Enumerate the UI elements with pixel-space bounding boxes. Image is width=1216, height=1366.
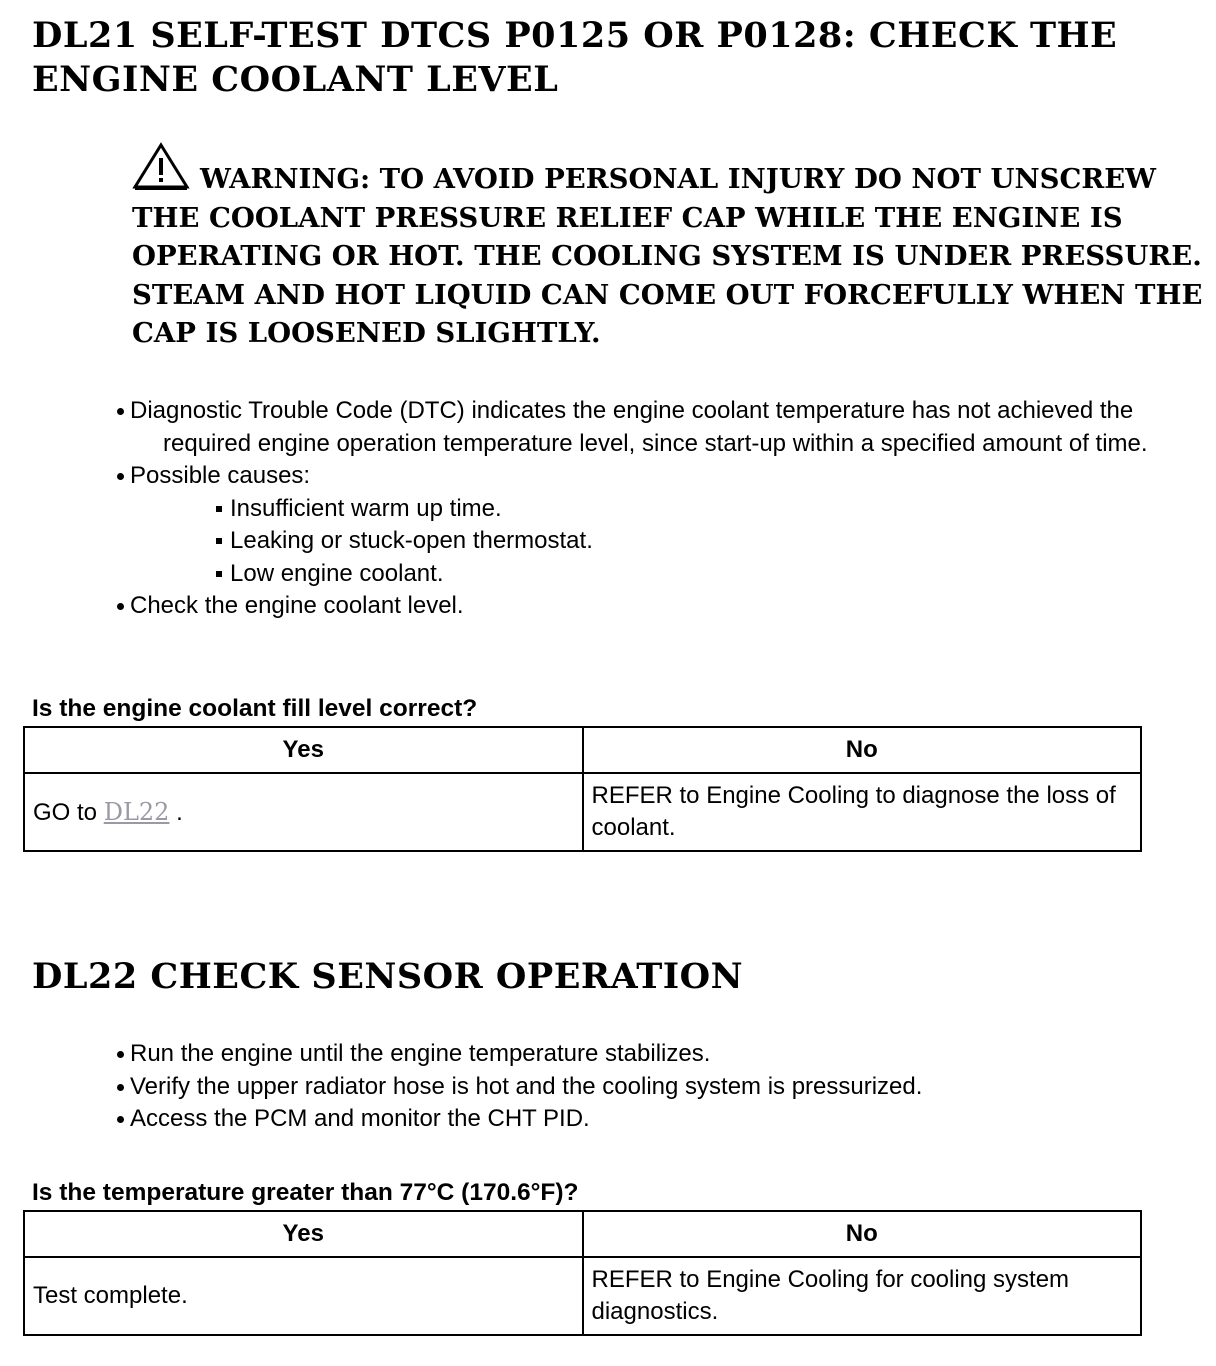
warning-block bbox=[132, 142, 1207, 353]
no-header: No bbox=[583, 1211, 1142, 1257]
no-cell: REFER to Engine Cooling for cooling system diagnostics. bbox=[583, 1257, 1142, 1335]
cause-item: Insufficient warm up time. bbox=[114, 493, 1184, 526]
list-item: Verify the upper radiator hose is hot and the cooling system is pressurized. bbox=[114, 1071, 1184, 1104]
warning-triangle-icon bbox=[132, 142, 190, 190]
cause-item: Low engine coolant. bbox=[114, 558, 1184, 591]
section-title-dl21: DL21 SELF-TEST DTCS P0125 OR P0128: CHECK THE ENGINE COOLANT LEVEL bbox=[32, 15, 1118, 100]
warning-text: WARNING: TO AVOID PERSONAL INJURY DO NOT UNSCREW THE COOLANT PRESSURE RELIEF CAP WHILE THE ENGINE IS OPERATING OR HOT. THE COOLING SYSTEM IS UNDER PRESSURE. STEAM AND HOT LIQUID CAN COME OUT FORCEFULLY WHEN THE CAP IS LOOSENED SLIGHTLY. bbox=[132, 163, 1203, 349]
instruction-list-dl22 bbox=[114, 1038, 1184, 1136]
yes-header: Yes bbox=[24, 1211, 583, 1257]
list-item: Check the engine coolant level. bbox=[114, 590, 1184, 623]
list-item: Possible causes: bbox=[114, 460, 1184, 493]
instruction-list-dl21 bbox=[114, 395, 1184, 623]
list-item: Diagnostic Trouble Code (DTC) indicates the engine coolant temperature has not achieved the required engine operation temperature level, since start-up within a specified amount of time. bbox=[114, 395, 1184, 460]
list-item: Access the PCM and monitor the CHT PID. bbox=[114, 1103, 1184, 1136]
section-title-dl22: DL22 CHECK SENSOR OPERATION bbox=[32, 956, 744, 997]
no-cell: REFER to Engine Cooling to diagnose the loss of coolant. bbox=[583, 773, 1142, 851]
list-item: Run the engine until the engine temperature stabilizes. bbox=[114, 1038, 1184, 1071]
dl22-link[interactable]: DL22 bbox=[103, 797, 170, 826]
answer-table-dl22 bbox=[23, 1210, 1142, 1336]
question-dl21: Is the engine coolant fill level correct? bbox=[32, 695, 478, 722]
yes-cell: GO to DL22 . bbox=[24, 773, 583, 851]
no-header: No bbox=[583, 727, 1142, 773]
yes-cell: Test complete. bbox=[24, 1257, 583, 1335]
question-dl22: Is the temperature greater than 77°C (170.6°F)? bbox=[32, 1179, 579, 1206]
cause-item: Leaking or stuck-open thermostat. bbox=[114, 525, 1184, 558]
yes-header: Yes bbox=[24, 727, 583, 773]
answer-table-dl21 bbox=[23, 726, 1142, 852]
